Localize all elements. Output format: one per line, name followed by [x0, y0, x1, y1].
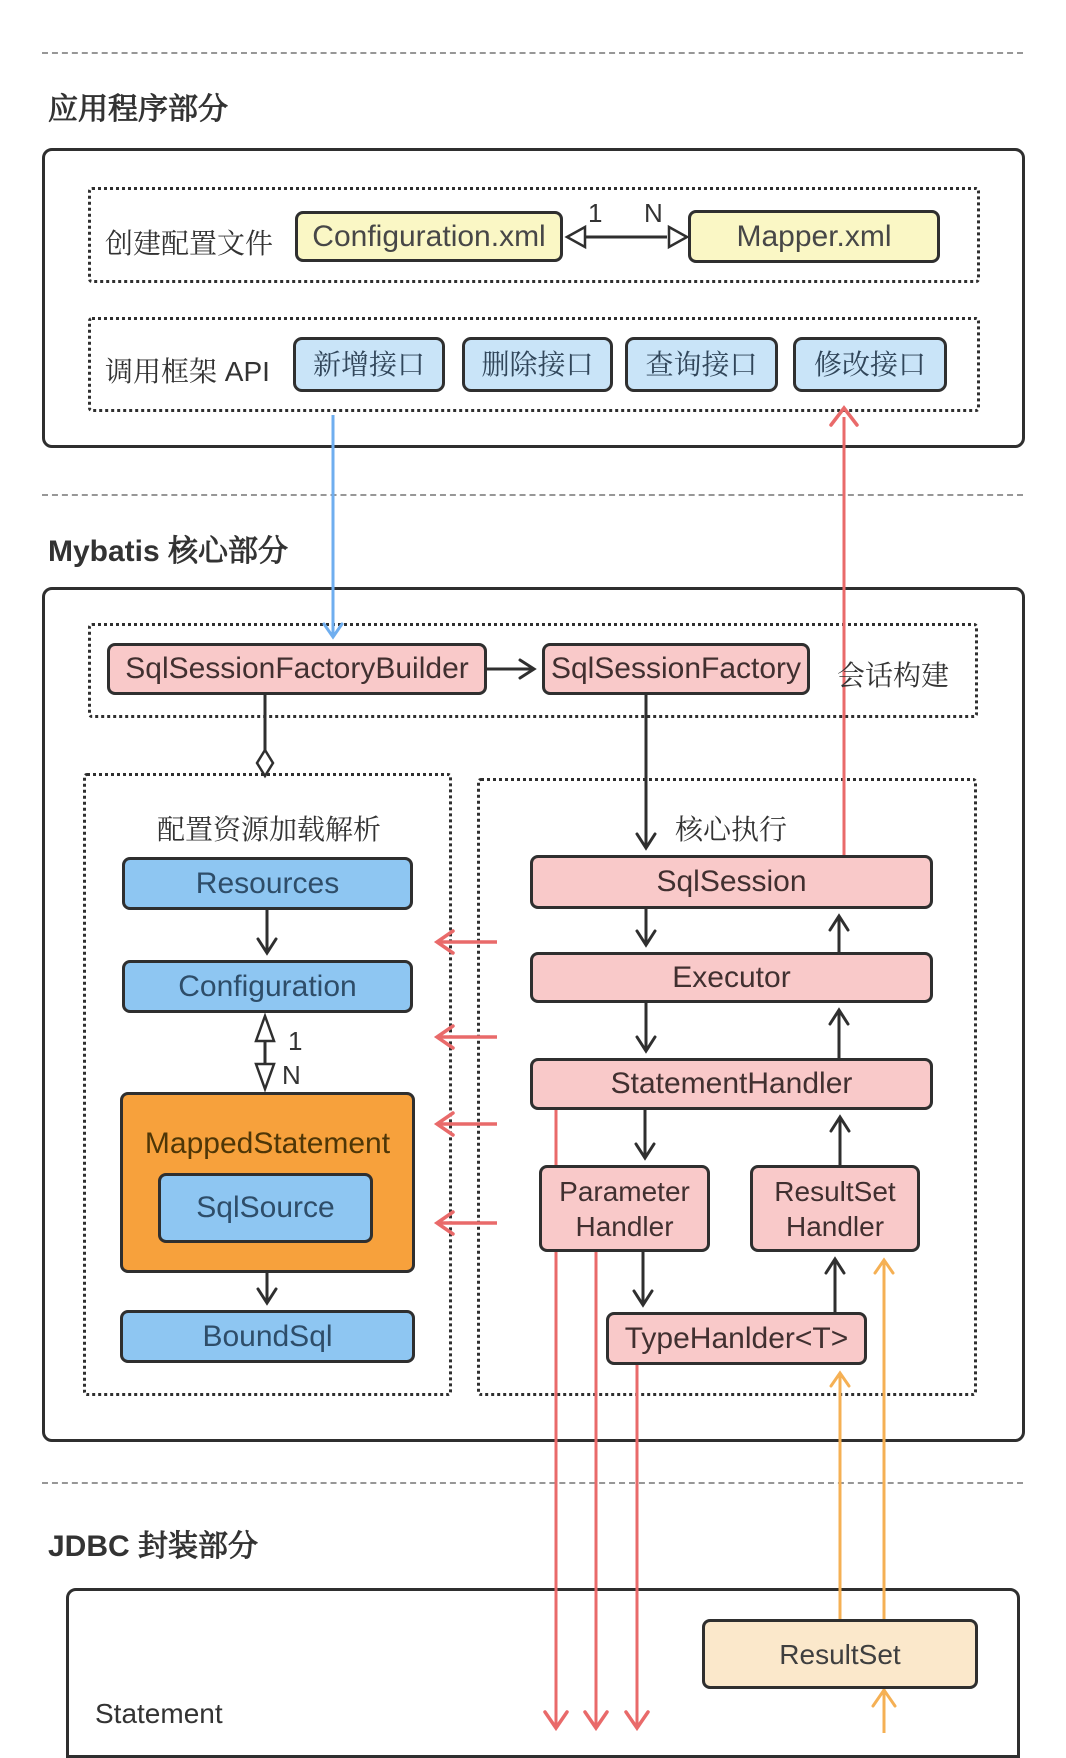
node-statementhandler: StatementHandler — [530, 1058, 933, 1110]
app-section-title: 应用程序部分 — [48, 93, 228, 126]
node-boundsql: BoundSql — [120, 1310, 415, 1363]
node-sqlsessionfactorybuilder: SqlSessionFactoryBuilder — [107, 643, 487, 695]
node-configuration-xml: Configuration.xml — [295, 211, 563, 262]
core-section-title: Mybatis 核心部分 — [48, 535, 289, 568]
core-exec-group-label: 核心执行 — [675, 814, 788, 845]
node-statement-label: Statement — [95, 1698, 223, 1729]
node-sqlsession: SqlSession — [530, 855, 933, 909]
node-parameterhandler: Parameter Handler — [539, 1165, 710, 1252]
section-separator-middle — [42, 494, 1023, 496]
config-file-group-label: 创建配置文件 — [105, 228, 274, 259]
section-separator-bottom — [42, 1482, 1023, 1484]
core-relation-n-label: N — [282, 1060, 301, 1090]
core-relation-one-label: 1 — [288, 1026, 303, 1056]
node-resources: Resources — [122, 857, 413, 910]
api-button-delete: 删除接口 — [462, 337, 613, 392]
jdbc-section-title: JDBC 封装部分 — [48, 1530, 259, 1563]
node-sqlsource: SqlSource — [158, 1173, 373, 1243]
api-button-create: 新增接口 — [293, 337, 445, 392]
node-executor: Executor — [530, 952, 933, 1003]
relation-one-label: 1 — [588, 198, 603, 228]
api-group-label: 调用框架 API — [105, 356, 270, 387]
node-mapper-xml: Mapper.xml — [688, 210, 940, 263]
node-typehandler: TypeHanlder<T> — [606, 1312, 867, 1365]
relation-n-label: N — [644, 198, 663, 228]
section-separator-top — [42, 52, 1023, 54]
config-loading-group-label: 配置资源加载解析 — [157, 814, 382, 845]
node-resultset: ResultSet — [702, 1619, 978, 1689]
session-build-group-label: 会话构建 — [837, 660, 950, 691]
node-resultsethandler: ResultSet Handler — [750, 1165, 920, 1252]
api-button-update: 修改接口 — [793, 337, 947, 392]
node-configuration: Configuration — [122, 960, 413, 1013]
api-button-query: 查询接口 — [625, 337, 778, 392]
node-mappedstatement: MappedStatement — [120, 1092, 415, 1273]
node-sqlsessionfactory: SqlSessionFactory — [542, 643, 810, 695]
